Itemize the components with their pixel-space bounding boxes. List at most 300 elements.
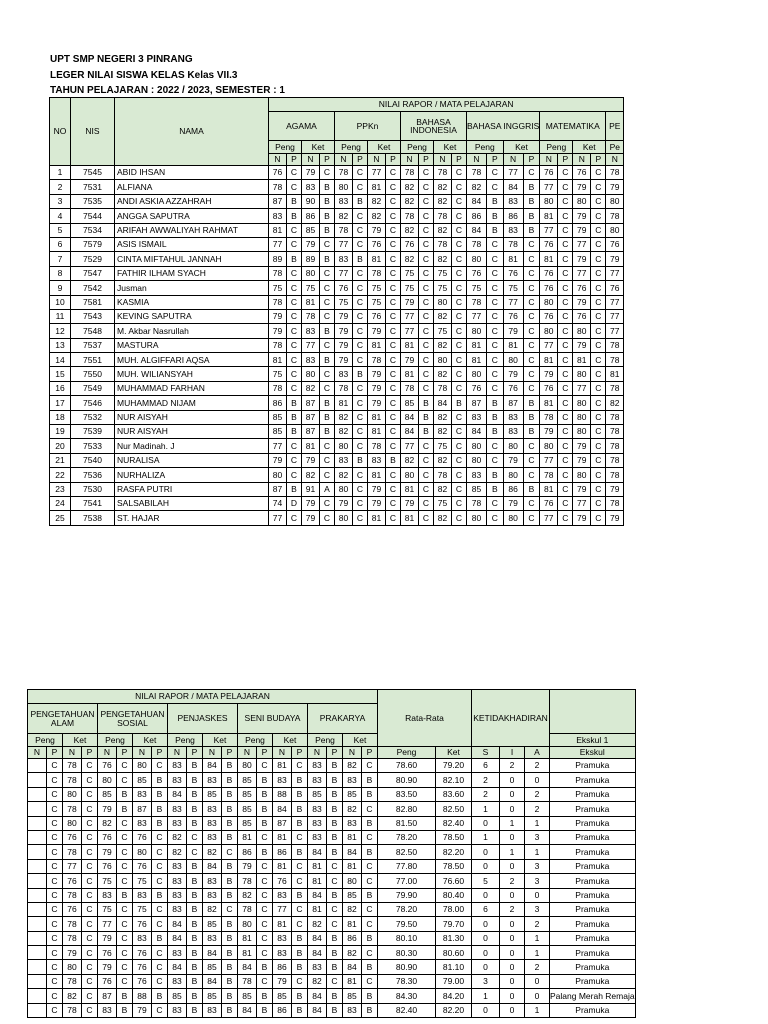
- rata-ket: 82.20: [436, 1003, 472, 1017]
- clipped-cell: [28, 874, 47, 888]
- grade-cell: C: [419, 309, 434, 323]
- grade-cell: B: [353, 367, 368, 381]
- grade-cell: C: [152, 859, 168, 873]
- row-no: 8: [50, 266, 71, 280]
- grade-cell: 87: [269, 194, 287, 208]
- rata-ket: 78.00: [436, 902, 472, 916]
- grade-cell: C: [327, 874, 343, 888]
- grade-cell: 79: [573, 511, 591, 525]
- grade-cell: C: [82, 888, 98, 902]
- clipped-cell: [28, 902, 47, 916]
- grade-cell: 82: [343, 902, 362, 916]
- grade-cell: 85: [238, 787, 257, 801]
- clipped-cell: [28, 802, 47, 816]
- absence-count: 0: [500, 859, 525, 873]
- table-row: [28, 989, 636, 1003]
- p-label: P: [353, 154, 368, 166]
- table-row: [50, 482, 624, 496]
- grade-cell: C: [591, 324, 606, 338]
- grade-cell: 83: [168, 974, 187, 988]
- grade-cell: 83: [273, 931, 292, 945]
- grade-cell: B: [187, 773, 203, 787]
- grade-cell: C: [257, 917, 273, 931]
- row-no: 13: [50, 338, 71, 352]
- grade-cell: C: [591, 353, 606, 367]
- p-label: P: [187, 747, 203, 759]
- grade-cell: 86: [238, 845, 257, 859]
- grade-cell: C: [117, 931, 133, 945]
- ketidakhadiran-header: KETIDAKHADIRAN: [472, 690, 550, 747]
- grade-cell: 83: [503, 410, 523, 424]
- grade-cell: B: [327, 773, 343, 787]
- grade-cell: 78: [606, 338, 624, 352]
- subject-bahasa-inggris: BAHASA INGGRIS: [467, 112, 540, 141]
- clipped-cell: [28, 960, 47, 974]
- absence-count: 2: [525, 802, 550, 816]
- table-row: [28, 917, 636, 931]
- rata-peng-label: Peng: [378, 747, 436, 759]
- grade-cell: C: [353, 410, 368, 424]
- absence-count: 0: [500, 802, 525, 816]
- grade-cell: 80: [573, 468, 591, 482]
- grade-cell: B: [287, 209, 302, 223]
- ekskul-name: Pramuka: [550, 960, 636, 974]
- grade-cell: B: [222, 946, 238, 960]
- grade-cell: C: [320, 338, 335, 352]
- grade-cell: 84: [273, 802, 292, 816]
- grade-cell: 81: [343, 917, 362, 931]
- grade-cell: C: [353, 281, 368, 295]
- grade-cell: C: [353, 266, 368, 280]
- p-label: P: [292, 747, 308, 759]
- rata-ket: 80.40: [436, 888, 472, 902]
- grade-cell: C: [82, 845, 98, 859]
- grade-cell: 87: [302, 425, 320, 439]
- grade-cell: 79: [98, 845, 117, 859]
- clipped-cell: [28, 859, 47, 873]
- rata-ket: 76.60: [436, 874, 472, 888]
- grade-cell: 85: [467, 482, 487, 496]
- row-nis: 7550: [71, 367, 115, 381]
- grade-cell: 83: [168, 1003, 187, 1017]
- grade-cell: C: [257, 859, 273, 873]
- grade-cell: C: [386, 367, 401, 381]
- grade-cell: 81: [368, 511, 386, 525]
- grade-cell: 84: [308, 1003, 327, 1017]
- grade-cell: C: [419, 237, 434, 251]
- grade-cell: C: [452, 381, 467, 395]
- grade-cell: C: [292, 830, 308, 844]
- row-nis: 7539: [71, 425, 115, 439]
- grade-cell: C: [419, 367, 434, 381]
- table-row: [50, 281, 624, 295]
- grade-cell: 75: [98, 874, 117, 888]
- grade-cell: B: [222, 931, 238, 945]
- absence-count: 0: [472, 917, 500, 931]
- grade-cell: B: [187, 874, 203, 888]
- grade-cell: C: [419, 252, 434, 266]
- table-row: [50, 353, 624, 367]
- grade-cell: B: [222, 859, 238, 873]
- grade-cell: 77: [269, 511, 287, 525]
- grade-cell: C: [419, 353, 434, 367]
- grade-cell: 78: [302, 309, 320, 323]
- grade-cell: C: [82, 960, 98, 974]
- grade-cell: C: [558, 209, 573, 223]
- grade-cell: C: [558, 482, 573, 496]
- grade-cell: 87: [503, 396, 523, 410]
- grade-cell: 76: [573, 309, 591, 323]
- grade-cell: 79: [573, 338, 591, 352]
- row-nis: 7546: [71, 396, 115, 410]
- no-header: NO: [50, 98, 71, 166]
- grade-cell: 82: [401, 180, 419, 194]
- grade-cell: 85: [203, 917, 222, 931]
- ket-label: Ket: [343, 734, 378, 747]
- grade-cell: C: [320, 309, 335, 323]
- grade-cell: C: [452, 511, 467, 525]
- grade-cell: 82: [434, 194, 452, 208]
- student-name: ABID IHSAN: [115, 166, 269, 180]
- rata-peng: 77.00: [378, 874, 436, 888]
- grade-cell: 75: [434, 324, 452, 338]
- grade-cell: C: [558, 439, 573, 453]
- grade-cell: B: [117, 1003, 133, 1017]
- grade-cell: 84: [467, 194, 487, 208]
- grade-cell: C: [386, 309, 401, 323]
- grade-cell: 81: [308, 874, 327, 888]
- grade-cell: C: [591, 223, 606, 237]
- table-row: [50, 223, 624, 237]
- rata-ket: 82.50: [436, 802, 472, 816]
- grade-cell: 77: [540, 180, 558, 194]
- p-label: P: [327, 747, 343, 759]
- grade-cell: C: [353, 338, 368, 352]
- grade-cell: B: [292, 946, 308, 960]
- grade-cell: 82: [434, 367, 452, 381]
- grade-cell: 83: [335, 194, 353, 208]
- grade-cell: C: [353, 439, 368, 453]
- grade-cell: 76: [540, 166, 558, 180]
- nis-header: NIS: [71, 98, 115, 166]
- grade-cell: C: [47, 874, 63, 888]
- grade-cell: C: [591, 194, 606, 208]
- n-label: N: [269, 154, 287, 166]
- grade-cell: 78: [467, 496, 487, 510]
- grade-cell: 82: [434, 223, 452, 237]
- row-nis: 7547: [71, 266, 115, 280]
- grade-cell: B: [320, 425, 335, 439]
- grade-cell: 84: [308, 989, 327, 1003]
- grade-cell: C: [486, 496, 503, 510]
- grade-cell: C: [386, 511, 401, 525]
- grade-cell: C: [452, 482, 467, 496]
- grade-cell: 82: [343, 802, 362, 816]
- grade-cell: C: [287, 453, 302, 467]
- ket-label: Ket: [368, 141, 401, 154]
- grade-cell: 88: [133, 989, 152, 1003]
- grade-cell: C: [82, 874, 98, 888]
- grade-cell: 76: [606, 237, 624, 251]
- grade-cell: 77: [573, 237, 591, 251]
- grade-cell: C: [320, 381, 335, 395]
- grade-cell: C: [452, 425, 467, 439]
- grade-cell: 78: [238, 974, 257, 988]
- grade-cell: B: [292, 802, 308, 816]
- clipped-cell: [28, 759, 47, 773]
- grade-cell: 75: [503, 281, 523, 295]
- grade-cell: B: [353, 252, 368, 266]
- grade-cell: C: [591, 252, 606, 266]
- row-nis: 7579: [71, 237, 115, 251]
- grade-cell: B: [187, 917, 203, 931]
- row-no: 5: [50, 223, 71, 237]
- grade-cell: C: [486, 309, 503, 323]
- grade-cell: 81: [302, 295, 320, 309]
- rata-ket: 82.10: [436, 773, 472, 787]
- grade-cell: 81: [273, 830, 292, 844]
- ekskul-name: Pramuka: [550, 917, 636, 931]
- grade-cell: 81: [401, 511, 419, 525]
- grade-cell: C: [386, 324, 401, 338]
- clipped-cell: [28, 773, 47, 787]
- grade-cell: 85: [401, 396, 419, 410]
- rata-peng: 78.20: [378, 830, 436, 844]
- grade-cell: 82: [401, 453, 419, 467]
- table-row: [50, 324, 624, 338]
- grade-cell: B: [222, 830, 238, 844]
- grade-cell: C: [117, 874, 133, 888]
- grade-cell: 78: [606, 425, 624, 439]
- grade-cell: B: [187, 960, 203, 974]
- n-label: N: [606, 154, 624, 166]
- grade-cell: 75: [434, 281, 452, 295]
- grade-cell: 79: [368, 223, 386, 237]
- grade-cell: 81: [368, 410, 386, 424]
- grade-cell: C: [287, 281, 302, 295]
- table-row: [50, 425, 624, 439]
- p-label: P: [287, 154, 302, 166]
- grade-cell: C: [419, 194, 434, 208]
- grade-cell: 81: [273, 859, 292, 873]
- grade-cell: C: [452, 237, 467, 251]
- grade-cell: 89: [269, 252, 287, 266]
- grade-cell: C: [523, 381, 540, 395]
- grade-cell: C: [257, 931, 273, 945]
- peng-label: Peng: [238, 734, 273, 747]
- grade-cell: C: [558, 237, 573, 251]
- subject-ppkn: PPKn: [335, 112, 401, 141]
- rata-ket: 78.50: [436, 830, 472, 844]
- grade-cell: C: [287, 266, 302, 280]
- grade-cell: 79: [573, 180, 591, 194]
- p-label: P: [486, 154, 503, 166]
- grade-cell: A: [320, 482, 335, 496]
- grade-cell: C: [591, 410, 606, 424]
- grade-cell: C: [257, 902, 273, 916]
- absence-count: 0: [500, 931, 525, 945]
- grade-cell: 77: [273, 902, 292, 916]
- grade-cell: B: [362, 1003, 378, 1017]
- grade-cell: B: [327, 802, 343, 816]
- grade-cell: 79: [606, 252, 624, 266]
- grade-cell: 75: [133, 874, 152, 888]
- grade-cell: 82: [368, 194, 386, 208]
- grade-cell: C: [558, 266, 573, 280]
- student-name: MUHAMMAD NIJAM: [115, 396, 269, 410]
- peng-label: Peng: [28, 734, 63, 747]
- peng-label: Peng: [168, 734, 203, 747]
- grade-cell: 75: [401, 281, 419, 295]
- grade-cell: C: [558, 194, 573, 208]
- clipped-cell: [28, 1003, 47, 1017]
- rata-peng: 80.10: [378, 931, 436, 945]
- grade-cell: C: [327, 859, 343, 873]
- rata-peng: 82.80: [378, 802, 436, 816]
- row-no: 20: [50, 439, 71, 453]
- grade-cell: B: [327, 888, 343, 902]
- absence-count: 6: [472, 759, 500, 773]
- grade-cell: 84: [343, 845, 362, 859]
- row-nis: 7544: [71, 209, 115, 223]
- rata-peng: 83.50: [378, 787, 436, 801]
- grade-cell: 84: [343, 960, 362, 974]
- grade-cell: B: [187, 946, 203, 960]
- grade-cell: 78: [269, 295, 287, 309]
- grade-cell: C: [287, 338, 302, 352]
- rata-ket-label: Ket: [436, 747, 472, 759]
- absence-count: 0: [500, 888, 525, 902]
- grade-cell: 83: [203, 773, 222, 787]
- student-name: RASFA PUTRI: [115, 482, 269, 496]
- grade-cell: C: [452, 209, 467, 223]
- grade-cell: 83: [467, 410, 487, 424]
- grade-cell: C: [82, 802, 98, 816]
- grade-cell: C: [486, 266, 503, 280]
- grade-cell: C: [47, 989, 63, 1003]
- grade-cell: 81: [368, 180, 386, 194]
- p-label: P: [591, 154, 606, 166]
- grade-cell: 78: [434, 166, 452, 180]
- grade-cell: C: [419, 511, 434, 525]
- grade-cell: 84: [203, 759, 222, 773]
- grade-cell: C: [452, 266, 467, 280]
- grade-cell: C: [486, 180, 503, 194]
- grade-cell: C: [117, 917, 133, 931]
- grade-cell: C: [452, 252, 467, 266]
- n-label: N: [335, 154, 353, 166]
- grade-cell: C: [82, 830, 98, 844]
- grade-cell: C: [152, 974, 168, 988]
- table-row: [50, 511, 624, 525]
- grade-cell: C: [386, 281, 401, 295]
- grade-cell: 77: [401, 309, 419, 323]
- grade-cell: 82: [434, 180, 452, 194]
- grade-cell: B: [287, 396, 302, 410]
- grade-cell: C: [591, 439, 606, 453]
- n-label: N: [343, 747, 362, 759]
- grade-cell: 83: [335, 453, 353, 467]
- grade-cell: 78: [368, 266, 386, 280]
- grade-cell: 84: [203, 859, 222, 873]
- absence-count: 0: [472, 946, 500, 960]
- grade-cell: C: [287, 439, 302, 453]
- grade-cell: B: [257, 816, 273, 830]
- grade-cell: B: [152, 888, 168, 902]
- grade-cell: C: [353, 223, 368, 237]
- grade-cell: 86: [302, 209, 320, 223]
- grade-cell: 91: [302, 482, 320, 496]
- grade-cell: C: [419, 209, 434, 223]
- absence-count: 2: [472, 773, 500, 787]
- grade-cell: C: [257, 974, 273, 988]
- grade-cell: C: [452, 180, 467, 194]
- grade-cell: C: [152, 759, 168, 773]
- grade-cell: C: [47, 902, 63, 916]
- grade-cell: B: [152, 773, 168, 787]
- grade-cell: C: [419, 180, 434, 194]
- grade-cell: C: [523, 309, 540, 323]
- student-name: ASIS ISMAIL: [115, 237, 269, 251]
- grade-cell: B: [327, 989, 343, 1003]
- grade-cell: 78: [434, 209, 452, 223]
- grade-cell: C: [386, 180, 401, 194]
- grade-cell: B: [327, 787, 343, 801]
- table-row: [50, 496, 624, 510]
- grade-cell: 86: [343, 931, 362, 945]
- grade-cell: 76: [269, 166, 287, 180]
- peng-label: Peng: [335, 141, 368, 154]
- absence-count: 6: [472, 902, 500, 916]
- grade-cell: B: [222, 874, 238, 888]
- row-no: 6: [50, 237, 71, 251]
- leger-title: LEGER NILAI SISWA KELAS Kelas VII.3: [50, 70, 238, 81]
- grade-cell: 86: [503, 209, 523, 223]
- grade-cell: 78: [368, 439, 386, 453]
- grade-cell: C: [47, 830, 63, 844]
- row-no: 24: [50, 496, 71, 510]
- grade-cell: C: [287, 381, 302, 395]
- ket-label: Ket: [573, 141, 606, 154]
- grade-cell: 82: [343, 759, 362, 773]
- clipped-cell: [28, 888, 47, 902]
- grade-cell: 83: [133, 816, 152, 830]
- grade-cell: B: [292, 931, 308, 945]
- absence-count: 2: [472, 787, 500, 801]
- grade-cell: 77: [335, 237, 353, 251]
- rata-peng: 82.50: [378, 845, 436, 859]
- grade-cell: C: [452, 496, 467, 510]
- ekskul-name: Pramuka: [550, 946, 636, 960]
- grade-cell: 76: [98, 974, 117, 988]
- grade-cell: C: [558, 425, 573, 439]
- grade-cell: 78: [238, 874, 257, 888]
- grade-cell: 82: [606, 396, 624, 410]
- grade-cell: C: [287, 309, 302, 323]
- grade-cell: 77: [269, 439, 287, 453]
- student-name: NURHALIZA: [115, 468, 269, 482]
- grade-cell: 74: [269, 496, 287, 510]
- grade-cell: 76: [540, 309, 558, 323]
- grade-cell: C: [320, 367, 335, 381]
- rata-peng: 81.50: [378, 816, 436, 830]
- grade-cell: C: [47, 773, 63, 787]
- table-row: [50, 166, 624, 180]
- grade-cell: B: [152, 989, 168, 1003]
- absence-a-label: A: [525, 747, 550, 759]
- grade-cell: 82: [203, 902, 222, 916]
- grade-cell: B: [486, 209, 503, 223]
